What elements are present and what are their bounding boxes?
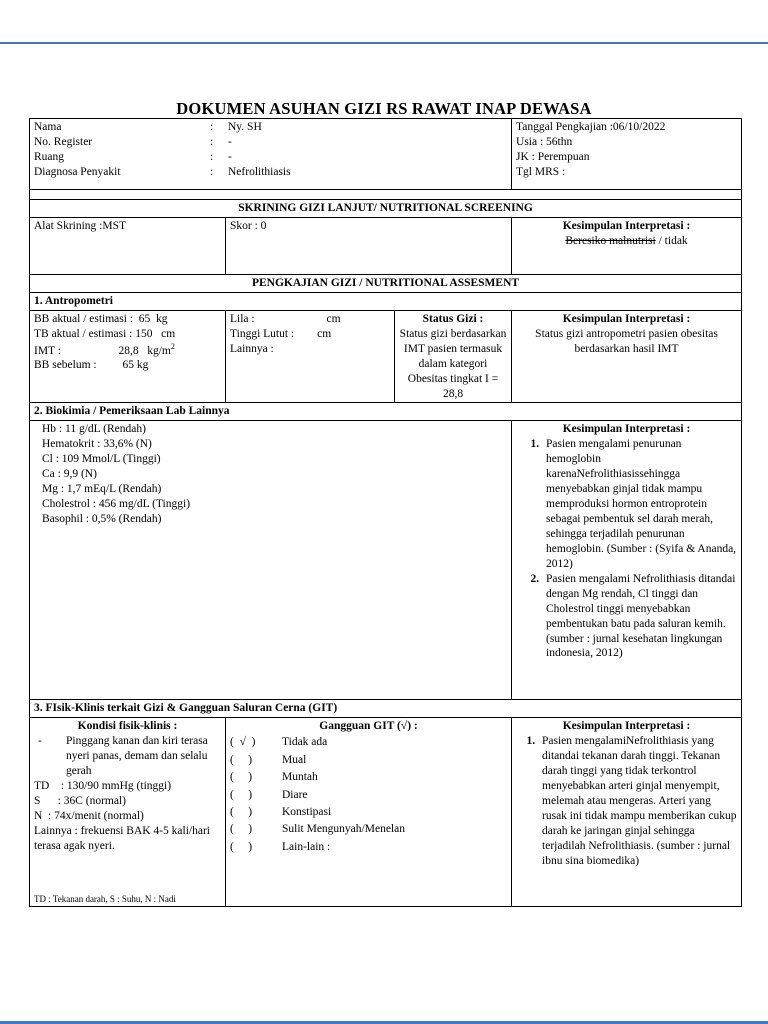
git-option: ( ) Diare <box>230 788 308 801</box>
clinical-conclusion: Kesimpulan Interpretasi : 1. Pasien mengalamiNefrolithiasis yang ditandai tekanan darah tinggi. Tekanan darah tinggi yang tidak terkontrol menyebabkan arteri ginjal menyempit, melemah atau mengeras. Arteri yang rusak ini tidak mampu memberikan cukup darah ke jaringan ginjal sehingga terjadilah Nefrolithiasis. (sumber : jurnal ibnu sina biomedika) <box>512 718 742 907</box>
biochem-conclusion: Kesimpulan Interpretasi : 1. Pasien mengalami penurunan hemoglobin karenaNefrolithiasissehingga menyebabkan ginjal tidak mampu memproduksi hormon entroprotein sebagai pembentuk sel darah merah, sehingga terjadilah penurunan hemoglobin. (Sumber : (Syifa & Ananda, 2012) 2. Pasien mengalami Nefrolithiasis ditandai dengan Mg rendah, Cl tinggi dan Cholestrol tinggi menyebabkan pembentukan batu pada saluran kemih. (sumber : jurnal kesehatan lingkungan indonesia, 2012) <box>512 421 742 700</box>
clinical-title: 3. FIsik-Klinis terkait Gizi & Gangguan Saluran Cerna (GIT) <box>30 700 742 718</box>
anthro-other-measures: Lila : cm Tinggi Lutut : cm Lainnya : <box>226 310 395 403</box>
biochem-title-row <box>30 403 742 421</box>
identity-row <box>30 119 742 190</box>
git-option: ( ) Sulit Mengunyah/Menelan <box>230 823 405 836</box>
assessment-header: PENGKAJIAN GIZI / NUTRITIONAL ASSESMENT <box>30 274 742 292</box>
git-option: ( ) Lain-lain : <box>230 840 331 853</box>
lab-item: Ca : 9,9 (N) <box>42 468 97 481</box>
identity-room: Ruang : - <box>34 150 232 163</box>
biochem-row <box>30 421 742 700</box>
lab-item: Mg : 1,7 mEq/L (Rendah) <box>42 483 162 496</box>
top-rule <box>0 42 768 44</box>
nutrition-care-form <box>29 118 742 907</box>
checkbox: ( √ ) <box>230 736 256 749</box>
git-option: ( ) Konstipasi <box>230 806 332 819</box>
document-title: DOKUMEN ASUHAN GIZI RS RAWAT INAP DEWASA <box>176 99 592 118</box>
checkbox: ( ) <box>230 806 253 819</box>
anthro-status: Status Gizi : Status gizi berdasarkan IMT pasien termasuk dalam kategori Obesitas tingkat I = 28,8 <box>395 310 512 403</box>
risk-struck: Beresiko malnutrisi <box>565 234 656 247</box>
identity-right <box>512 119 742 190</box>
clinical-title-row <box>30 700 742 718</box>
list-item: 1. Pasien mengalami penurunan hemoglobin karenaNefrolithiasissehingga menyebabkan ginjal tidak mampu memproduksi hormon entroprotein sebagai pembentuk sel darah merah, sehingga terjadilah penurunan hemoglobin. (Sumber : (Syifa & Ananda, 2012) <box>542 437 737 571</box>
identity-left <box>30 119 512 190</box>
checkbox: ( ) <box>230 788 253 801</box>
lab-item: Basophil : 0,5% (Rendah) <box>42 513 162 525</box>
identity-register: No. Register : - <box>34 135 232 148</box>
lab-item: Hb : 11 g/dL (Rendah) <box>42 423 146 436</box>
anthro-measures: BB aktual / estimasi : 65 kg TB aktual / estimasi : 150 cm IMT : 28,8 $kg/m^2$ BB sebelum : 65 kg <box>30 310 226 403</box>
vital-bp: TD : 130/90 mmHg (tinggi) <box>34 780 172 793</box>
checkbox: ( ) <box>230 823 253 836</box>
lab-item: Cl : 109 Mmol/L (Tinggi) <box>42 453 161 466</box>
anthro-title: 1. Antropometri <box>30 292 742 310</box>
identity-name: Nama : Ny. SH <box>34 121 262 133</box>
screening-header-row <box>30 200 742 218</box>
list-item: 1. Pasien mengalamiNefrolithiasis yang ditandai tekanan darah tinggi. Tekanan darah tinggi yang tidak terkontrol menyebabkan arteri ginjal menyempit, melemah atau mengeras. Arteri yang rusak ini tidak mampu memberikan cukup darah ke jaringan ginjal sehingga terjadilah Nefrolithiasis. (sumber : jurnal ibnu sina biomedika) <box>538 734 737 868</box>
vital-pulse: N : 74x/menit (normal) <box>34 809 144 822</box>
lab-item: Hematokrit : 33,6% (N) <box>42 438 152 451</box>
lab-item: Cholestrol : 456 mg/dL (Tinggi) <box>42 498 191 511</box>
abbrev-footnote: TD : Tekanan darah, S : Suhu, N : Nadi <box>34 893 176 904</box>
clinical-row <box>30 718 742 907</box>
screening-conclusion: Kesimpulan Interpretasi : Beresiko malnutrisi / tidak <box>512 217 742 274</box>
clinical-conclusion-list <box>516 734 737 868</box>
admission-date: Tgl MRS : <box>516 165 566 178</box>
screening-row <box>30 217 742 274</box>
git-option: ( ) Muntah <box>230 771 318 784</box>
git-option: ( ) Mual <box>230 753 307 766</box>
other-notes: Lainnya : frekuensi BAK 4-5 kali/hari terasa agak nyeri. <box>34 824 210 852</box>
biochem-results <box>30 421 512 700</box>
list-item: 2. Pasien mengalami Nefrolithiasis ditandai dengan Mg rendah, Cl tinggi dan Cholestrol tinggi menyebabkan pembentukan batu pada saluran kemih. (sumber : jurnal kesehatan lingkungan indonesia, 2012) <box>542 572 737 662</box>
assessment-header-row <box>30 274 742 292</box>
anthro-row <box>30 310 742 403</box>
biochem-conclusion-list <box>516 437 737 661</box>
screening-header: SKRINING GIZI LANJUT/ NUTRITIONAL SCREENING <box>30 200 742 218</box>
biochem-title: 2. Biokimia / Pemeriksaan Lab Lainnya <box>30 403 742 421</box>
patient-age: Usia : 56thn <box>516 135 573 148</box>
assessment-date: Tanggal Pengkajian :06/10/2022 <box>516 121 666 133</box>
vital-temp: S : 36C (normal) <box>34 795 126 807</box>
physical-condition: Kondisi fisik-klinis : - Pinggang kanan dan kiri terasa nyeri panas, demam dan selalu gerah TD : 130/90 mmHg (tinggi) S : 36C (normal) N : 74x/menit (normal) Lainnya : frekuensi BAK 4-5 kali/hari terasa agak nyeri. TD : Tekanan darah, S : Suhu, N : Nadi <box>30 718 226 907</box>
patient-sex: JK : Perempuan <box>516 150 590 163</box>
checkbox: ( ) <box>230 771 253 784</box>
anthro-title-row <box>30 292 742 310</box>
screening-score: Skor : 0 <box>226 217 512 274</box>
checkbox: ( ) <box>230 753 253 766</box>
complaint: - Pinggang kanan dan kiri terasa nyeri panas, demam dan selalu gerah <box>38 735 208 778</box>
checkbox: ( ) <box>230 840 253 853</box>
git-option: ( √ ) Tidak ada <box>230 736 328 749</box>
identity-diagnosis: Diagnosa Penyakit : Nefrolithiasis <box>34 165 291 178</box>
screening-tool: Alat Skrining :MST <box>30 217 226 274</box>
git-disorders: Gangguan GIT (√) : ( √ ) Tidak ada ( ) Mual ( ) Muntah ( ) Diare ( ) Konstipasi ( ) Sulit Mengunyah/Menelan ( ) Lain-lain : <box>226 718 512 907</box>
anthro-conclusion: Kesimpulan Interpretasi : Status gizi antropometri pasien obesitas berdasarkan hasil IMT <box>512 310 742 403</box>
